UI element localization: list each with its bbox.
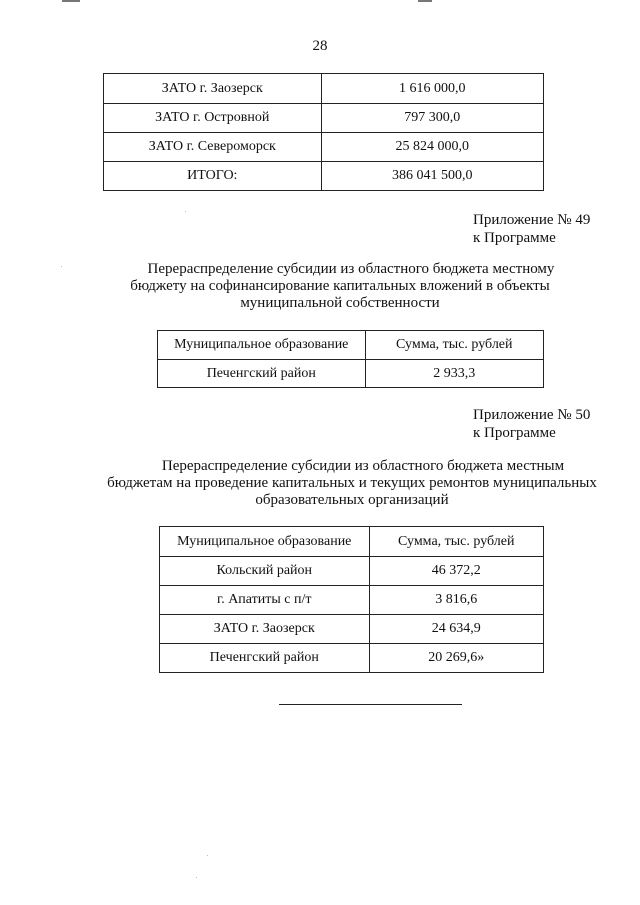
heading-line: бюджету на софинансирование капитальных вложений в объекты xyxy=(130,278,550,294)
table-row xyxy=(160,644,544,673)
total-row xyxy=(104,162,544,191)
column-header: Муниципальное образование xyxy=(158,331,366,360)
municipality-cell: Кольский район xyxy=(160,557,370,586)
amount-cell: 2 933,3 xyxy=(365,360,543,388)
appendix-49-table xyxy=(157,330,544,388)
amount-cell: 24 634,9 xyxy=(369,615,543,644)
appendix-number: Приложение № 50 xyxy=(473,407,591,423)
amount-cell: 46 372,2 xyxy=(369,557,543,586)
scan-speck xyxy=(207,855,208,856)
table-row xyxy=(104,133,544,162)
scan-speck xyxy=(196,877,197,878)
amount-cell: 20 269,6» xyxy=(369,644,543,673)
page-number: 28 xyxy=(312,38,328,54)
column-header: Сумма, тыс. рублей xyxy=(369,527,543,557)
amount-cell: 797 300,0 xyxy=(321,104,543,133)
municipality-cell: ЗАТО г. Островной xyxy=(104,104,322,133)
scan-mark xyxy=(418,0,432,2)
column-header: Сумма, тыс. рублей xyxy=(365,331,543,360)
municipality-cell: ЗАТО г. Заозерск xyxy=(160,615,370,644)
amount-cell: 25 824 000,0 xyxy=(321,133,543,162)
scan-speck xyxy=(185,211,186,212)
appendix-49-caption xyxy=(473,211,590,247)
heading-line: Перераспределение субсидии из областного бюджета местным xyxy=(161,458,565,474)
appendix-program: к Программе xyxy=(473,425,556,441)
amount-cell: 1 616 000,0 xyxy=(321,74,543,104)
table-row xyxy=(104,104,544,133)
municipality-cell: Печенгский район xyxy=(158,360,366,388)
scan-speck xyxy=(61,266,62,267)
municipality-cell: Печенгский район xyxy=(160,644,370,673)
heading-line: образовательных организаций xyxy=(255,492,449,508)
heading-line: муниципальной собственности xyxy=(240,295,440,311)
table-row xyxy=(104,74,544,104)
total-amount-cell: 386 041 500,0 xyxy=(321,162,543,191)
column-header: Муниципальное образование xyxy=(160,527,370,557)
appendix-program: к Программе xyxy=(473,230,556,246)
scan-mark xyxy=(62,0,80,2)
budget-table-continued xyxy=(103,73,544,191)
municipality-cell: г. Апатиты с п/т xyxy=(160,586,370,615)
appendix-50-caption xyxy=(473,406,590,442)
table-row xyxy=(160,557,544,586)
closing-rule xyxy=(279,704,462,705)
heading-line: Перераспределение субсидии из областного бюджета местному xyxy=(147,261,555,277)
table-header-row xyxy=(158,331,544,360)
table-row xyxy=(160,586,544,615)
total-label-cell: ИТОГО: xyxy=(104,162,322,191)
heading-line: бюджетам на проведение капитальных и текущих ремонтов муниципальных xyxy=(107,475,597,491)
municipality-cell: ЗАТО г. Заозерск xyxy=(104,74,322,104)
appendix-number: Приложение № 49 xyxy=(473,212,591,228)
municipality-cell: ЗАТО г. Североморск xyxy=(104,133,322,162)
appendix-50-heading xyxy=(92,458,612,509)
appendix-50-table xyxy=(159,526,544,673)
table-row xyxy=(158,360,544,388)
table-header-row xyxy=(160,527,544,557)
appendix-49-heading xyxy=(110,261,570,312)
amount-cell: 3 816,6 xyxy=(369,586,543,615)
table-row xyxy=(160,615,544,644)
